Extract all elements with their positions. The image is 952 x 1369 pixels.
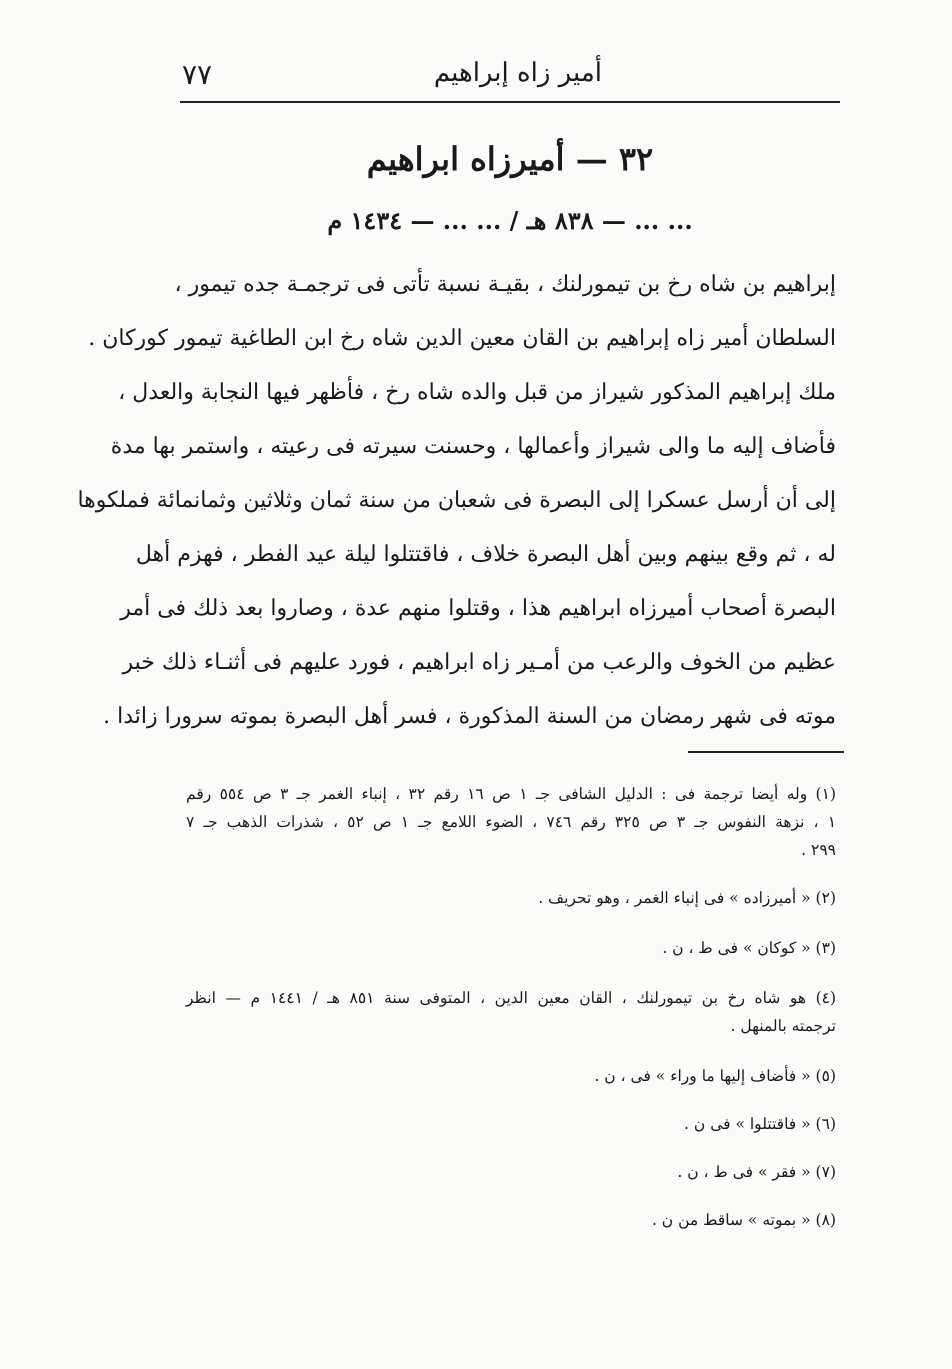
footnote-line: (٢) « أميرزاده » فى إنباء الغمر ، وهو تحريف . xyxy=(538,889,836,907)
body-line: فأضاف إليه ما والى شيراز وأعمالها ، وحسنت سيرته فى رعيته ، واستمر بها مدة xyxy=(110,434,836,459)
footnote-line: (٦) « فاقتتلوا » فى ن . xyxy=(684,1115,836,1133)
footnote-6 xyxy=(186,1110,836,1138)
footnote-line: (٤) هو شاه رخ بن تيمورلنك ، القان معين الدين ، المتوفى سنة ٨٥١ هـ / ١٤٤١ م — انظر xyxy=(186,989,837,1007)
footnote-5 xyxy=(186,1062,836,1090)
footnote-1 xyxy=(186,780,836,864)
footnote-line: (٣) « كوكان » فى ط ، ن . xyxy=(662,939,836,957)
footnote-line: (١) وله أيضا ترجمة فى : الدليل الشافى جـ ١ ص ١٦ رقم ٣٢ ، إنباء الغمر جـ ٣ ص ٥٥٤ رقم xyxy=(186,785,836,803)
footnotes xyxy=(186,780,836,1234)
header-rule xyxy=(180,101,840,103)
footnote-line: ٢٩٩ . xyxy=(801,841,836,859)
footnote-line: (٧) « فقر » فى ط ، ن . xyxy=(677,1163,836,1181)
body-line: له ، ثم وقع بينهم وبين أهل البصرة خلاف ، فاقتتلوا ليلة عيد الفطر ، فهزم أهل xyxy=(135,542,836,567)
body-line: السلطان أمير زاه إبراهيم بن القان معين الدين شاه رخ ابن الطاغية تيمور كوركان . xyxy=(88,326,836,351)
running-header xyxy=(182,52,838,100)
entry-title: ٣٢ — أميرزاه ابراهيم xyxy=(366,140,654,178)
body-text xyxy=(77,262,836,748)
footnote-8 xyxy=(186,1206,836,1234)
body-line: إلى أن أرسل عسكرا إلى البصرة فى شعبان من سنة ثمان وثلاثين وثمانمائة فملكوها xyxy=(77,488,836,513)
running-title: أمير زاه إبراهيم xyxy=(433,58,602,88)
footnote-line: ترجمته بالمنهل . xyxy=(730,1017,836,1035)
footnote-2 xyxy=(186,884,836,912)
footnote-line: ١ ، نزهة النفوس جـ ٣ ص ٣٢٥ رقم ٧٤٦ ، الضوء اللامع جـ ١ ص ٥٢ ، شذرات الذهب جـ ٧ xyxy=(186,813,837,831)
page-number: ٧٧ xyxy=(182,58,213,91)
body-line: عظيم من الخوف والرعب من أمـير زاه ابراهيم ، فورد عليهم فى أثنـاء ذلك خبر xyxy=(122,650,836,675)
body-line: البصرة أصحاب أميرزاه ابراهيم هذا ، وقتلوا منهم عدة ، وصاروا بعد ذلك فى أمر xyxy=(120,596,836,621)
footnote-4 xyxy=(186,984,836,1040)
footnote-7 xyxy=(186,1158,836,1186)
entry-dates: ... ... — ٨٣٨ هـ / ... ... — ١٤٣٤ م xyxy=(327,206,693,235)
body-line: موته فى شهر رمضان من السنة المذكورة ، فسر أهل البصرة بموته سرورا زائدا . xyxy=(103,704,836,729)
footnote-3 xyxy=(186,934,836,962)
footnote-line: (٥) « فأضاف إليها ما وراء » فى ، ن . xyxy=(594,1067,836,1085)
footnote-line: (٨) « بموته » ساقط من ن . xyxy=(651,1211,836,1229)
body-line: إبراهيم بن شاه رخ بن تيمورلنك ، بقيـة نسبة تأتى فى ترجمـة جده تيمور ، xyxy=(174,272,836,297)
body-line: ملك إبراهيم المذكور شيراز من قبل والده شاه رخ ، فأظهر فيها النجابة والعدل ، xyxy=(118,380,836,405)
footnote-rule xyxy=(688,751,844,753)
